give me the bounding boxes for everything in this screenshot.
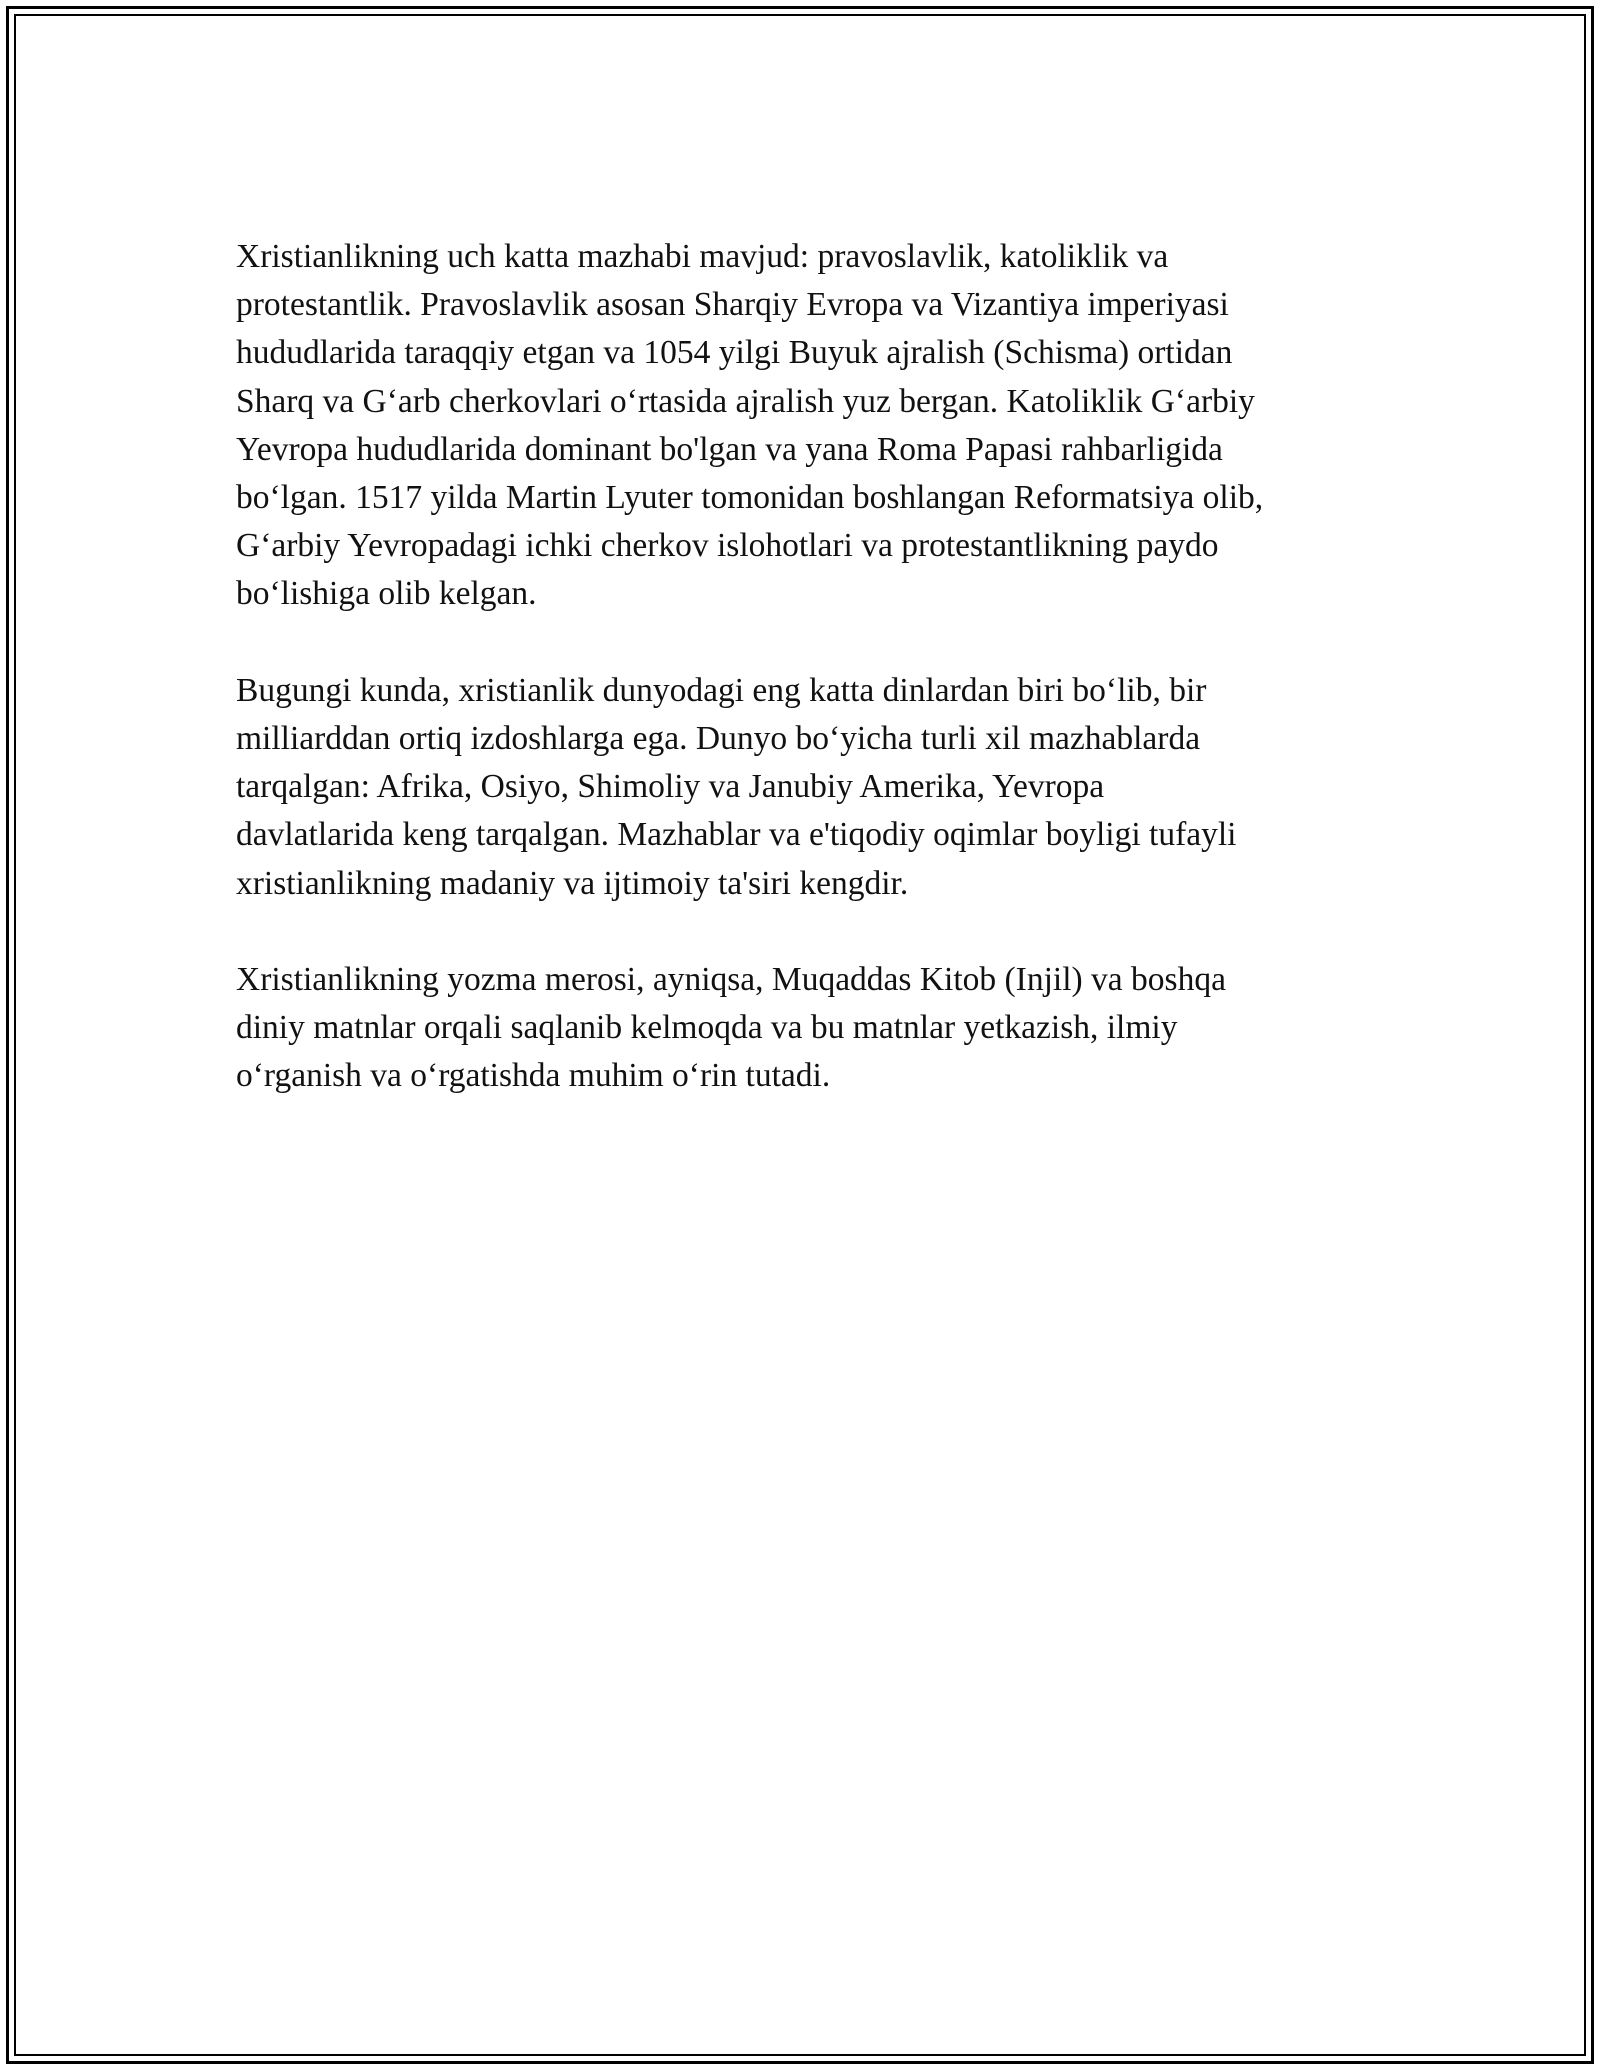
- paragraph-denominations: Xristianlikning uch katta mazhabi mavjud: pravoslavlik, katoliklik va protestantlik. Pravoslavlik asosan Sharqiy Evropa va Vizantiya imperiyasi hududlarida taraqqiy etgan va 1054 yilgi Buyuk ajralish (Schisma) ortidan Sharq va G‘arb cherkovlari o‘rtasida ajralish yuz bergan. Katoliklik G‘arbiy Yevropa hududlarida dominant bo'lgan va yana Roma Papasi rahbarligida bo‘lgan. 1517 yilda Martin Lyuter tomonidan boshlangan Reformatsiya olib, G‘arbiy Yevropadagi ichki cherkov islohotlari va protestantlikning paydo bo‘lishiga olib kelgan.: [236, 238, 1264, 613]
- paragraph-written-heritage: Xristianlikning yozma merosi, ayniqsa, Muqaddas Kitob (Injil) va boshqa diniy matnlar orqali saqlanib kelmoqda va bu matnlar yetkazish, ilmiy o‘rganish va o‘rgatishda muhim o‘rin tutadi.: [236, 961, 1226, 1095]
- document-body: [236, 233, 1376, 1101]
- paragraph-today: Bugungi kunda, xristianlik dunyodagi eng katta dinlardan biri bo‘lib, bir milliarddan ortiq izdoshlarga ega. Dunyo bo‘yicha turli xil mazhablarda tarqalgan: Afrika, Osiyo, Shimoliy va Janubiy Amerika, Yevropa davlatlarida keng tarqalgan. Mazhablar va e'tiqodiy oqimlar boyligi tufayli xristianlikning madaniy va ijtimoiy ta'siri kengdir.: [236, 671, 1237, 902]
